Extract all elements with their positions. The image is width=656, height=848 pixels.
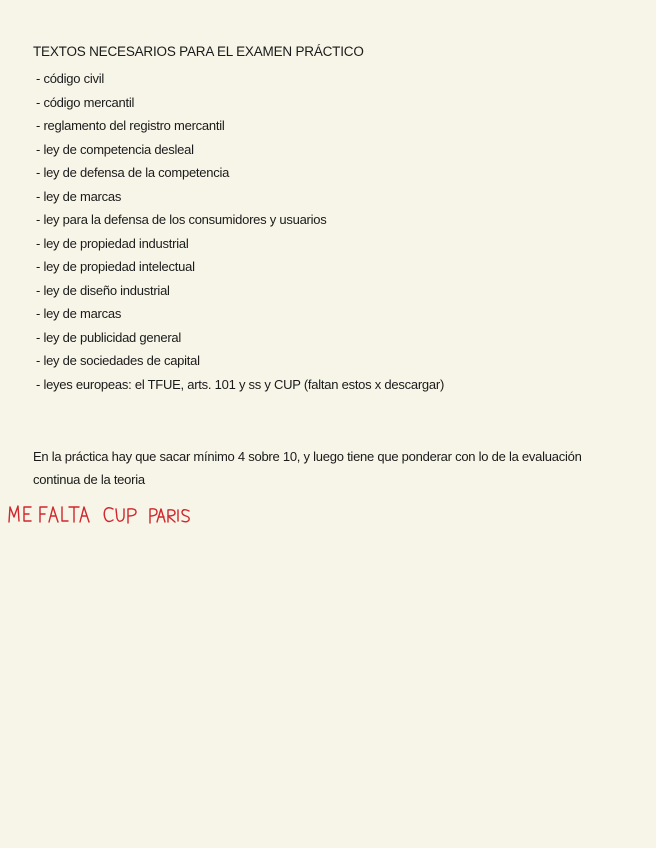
exam-note-paragraph: En la práctica hay que sacar mínimo 4 sobre 10, y luego tiene que ponderar con lo de la evaluación continua de la teoria [33, 449, 582, 487]
list-item: - ley para la defensa de los consumidores y usuarios [36, 212, 327, 227]
list-item: - ley de sociedades de capital [36, 353, 200, 368]
list-item: - leyes europeas: el TFUE, arts. 101 y ss y CUP (faltan estos x descargar) [36, 376, 445, 392]
list-item: - ley de competencia desleal [36, 141, 194, 157]
required-texts-list [36, 67, 444, 396]
list-item: - código mercantil [36, 94, 135, 110]
handwritten-note [6, 498, 196, 532]
list-item: - ley de marcas [36, 306, 122, 321]
document-title: TEXTOS NECESARIOS PARA EL EXAMEN PRÁCTICO [33, 44, 364, 59]
list-item: - ley de publicidad general [36, 329, 182, 345]
list-item: - reglamento del registro mercantil [36, 118, 225, 133]
list-item: - ley de diseño industrial [36, 282, 170, 298]
list-item: - ley de defensa de la competencia [36, 165, 230, 180]
list-item: - código civil [36, 71, 105, 86]
list-item: - ley de propiedad industrial [36, 235, 189, 251]
list-item: - ley de propiedad intelectual [36, 259, 195, 274]
list-item: - ley de marcas [36, 188, 122, 204]
